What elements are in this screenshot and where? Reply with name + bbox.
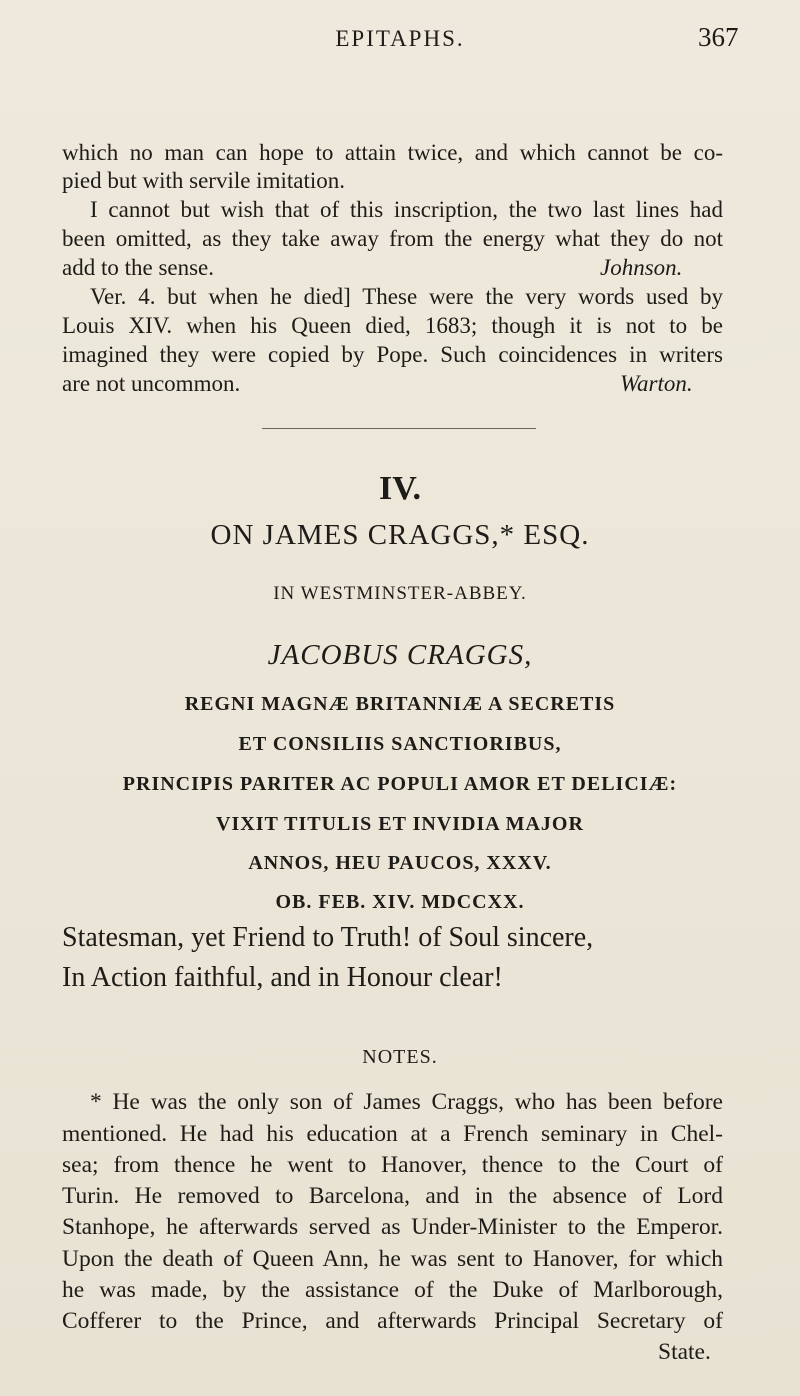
note-line: Cofferer to the Prince, and afterwards Principal Secretary of <box>62 1308 723 1334</box>
inscription-line: ANNOS, HEU PAUCOS, XXXV. <box>248 852 552 874</box>
prev-note-line: are not uncommon. <box>62 371 241 396</box>
note-line: sea; from thence he went to Hanover, thence to the Court of <box>62 1152 723 1178</box>
notes-title: NOTES. <box>362 1046 438 1068</box>
page-number: 367 <box>698 22 739 52</box>
couplet-line: Statesman, yet Friend to Truth! of Soul sincere, <box>62 922 594 953</box>
note-line: he was made, by the assistance of the Duke of Marlborough, <box>62 1277 723 1303</box>
attribution-johnson: Johnson. <box>600 255 683 280</box>
prev-note-line: Ver. 4. but when he died] These were the very words used by <box>90 284 723 309</box>
epitaph-title: ON JAMES CRAGGS,* ESQ. <box>210 519 590 551</box>
note-line: Turin. He removed to Barcelona, and in the absence of Lord <box>62 1183 723 1209</box>
note-line: State. <box>658 1339 711 1365</box>
note-line: mentioned. He had his education at a French seminary in Chel- <box>62 1121 723 1147</box>
prev-note-line: which no man can hope to attain twice, and which cannot be co- <box>62 140 723 165</box>
section-divider <box>262 428 536 429</box>
attribution-warton: Warton. <box>620 371 693 396</box>
couplet-line: In Action faithful, and in Honour clear! <box>62 962 503 993</box>
inscription-line: REGNI MAGNÆ BRITANNIÆ A SECRETIS <box>184 693 616 715</box>
inscription-line: ET CONSILIIS SANCTIORIBUS, <box>238 733 562 755</box>
inscription-line: VIXIT TITULIS ET INVIDIA MAJOR <box>216 813 584 835</box>
prev-note-line: been omitted, as they take away from the energy what they do not <box>62 226 723 251</box>
inscription-line: PRINCIPIS PARITER AC POPULI AMOR ET DELICIÆ: <box>122 773 678 795</box>
note-line: Stanhope, he afterwards served as Under-Minister to the Emperor. <box>62 1214 723 1240</box>
note-line: Upon the death of Queen Ann, he was sent to Hanover, for which <box>62 1246 723 1272</box>
inscription-line: JACOBUS CRAGGS, <box>267 639 533 671</box>
note-line: * He was the only son of James Craggs, who has been before <box>90 1089 723 1115</box>
epitaph-subtitle: IN WESTMINSTER-ABBEY. <box>273 583 527 604</box>
prev-note-line: pied but with servile imitation. <box>62 168 345 193</box>
epitaph-number: IV. <box>379 470 421 507</box>
prev-note-line: I cannot but wish that of this inscription, the two last lines had <box>90 197 723 222</box>
inscription-line: OB. FEB. XIV. MDCCXX. <box>275 891 525 913</box>
prev-note-line: imagined they were copied by Pope. Such coincidences in writers <box>62 342 723 367</box>
prev-note-line: add to the sense. <box>62 255 215 280</box>
prev-note-line: Louis XIV. when his Queen died, 1683; though it is not to be <box>62 313 723 338</box>
running-header-title: EPITAPHS. <box>335 26 465 51</box>
